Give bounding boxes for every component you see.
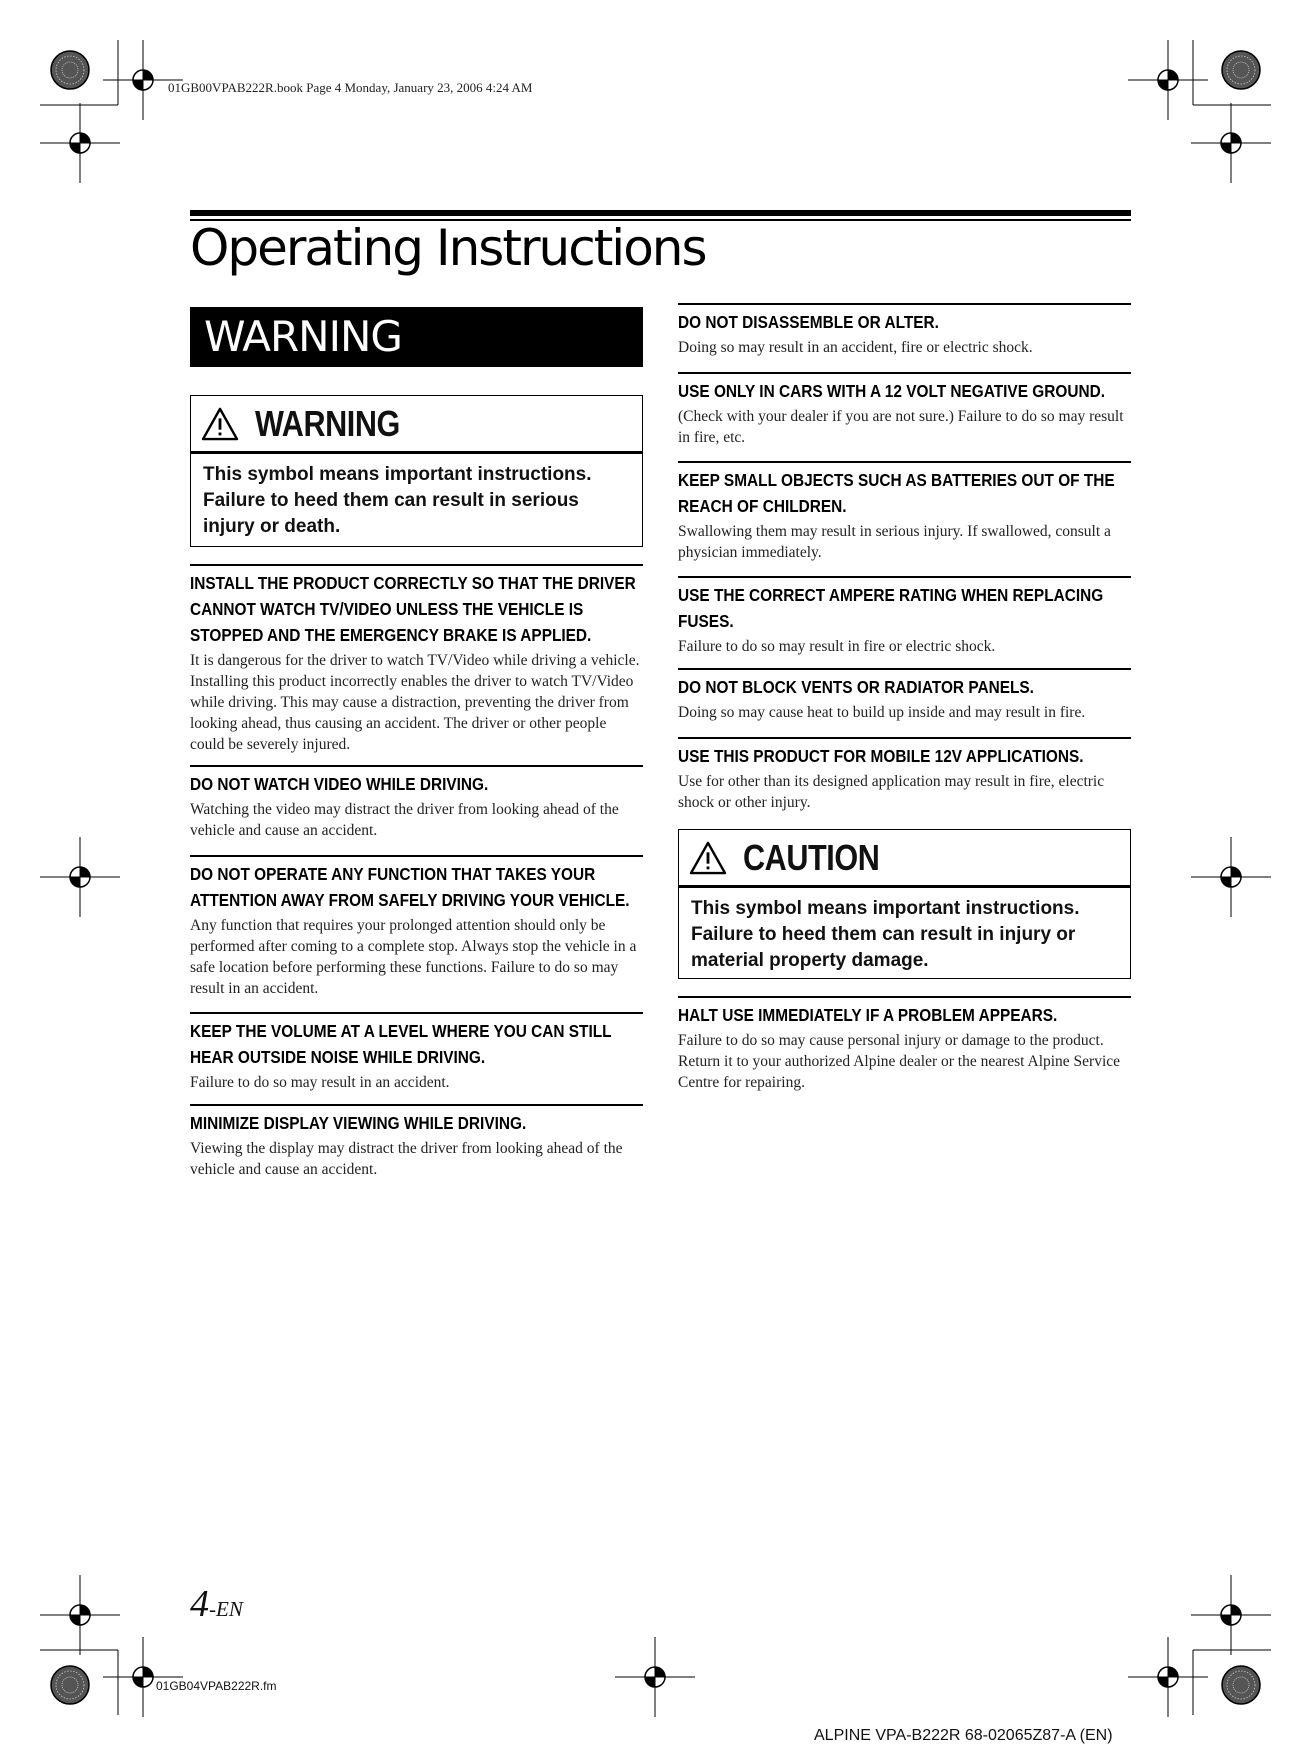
item-heading: KEEP SMALL OBJECTS SUCH AS BATTERIES OUT OF THE REACH OF CHILDREN.: [678, 470, 1115, 516]
warning-item-mobile-12v: [678, 737, 1131, 813]
caution-notice-header: [679, 830, 1130, 888]
warning-item-display: [190, 1104, 643, 1180]
warning-item-12v-ground: [678, 372, 1131, 448]
item-heading: USE ONLY IN CARS WITH A 12 VOLT NEGATIVE GROUND.: [678, 381, 1105, 401]
caution-notice-heading: CAUTION: [743, 836, 880, 878]
caution-notice-text: This symbol means important instructions. Failure to heed them can result in injury or material property damage.: [691, 898, 1080, 971]
warning-item-vents: [678, 668, 1131, 723]
warning-item-small-objects: [678, 461, 1131, 563]
warning-notice-heading: WARNING: [255, 402, 400, 444]
footer-model-code: ALPINE VPA-B222R 68-02065Z87-A (EN): [814, 1727, 1113, 1744]
warning-notice-header: [191, 396, 642, 454]
item-body: Any function that requires your prolonged attention should only be performed after coming to a complete stop. Always stop the vehicle in a safe location before performing these functions. Failure to do so may result in an accident.: [190, 917, 637, 997]
item-body: (Check with your dealer if you are not sure.) Failure to do so may result in fire, etc.: [678, 408, 1124, 446]
print-stamp: 01GB00VPAB222R.book Page 4 Monday, January 23, 2006 4:24 AM: [168, 80, 533, 95]
warning-item-install: [190, 564, 643, 755]
footer-file-name: 01GB04VPAB222R.fm: [156, 1679, 277, 1693]
warning-item-disassemble: [678, 303, 1131, 358]
item-body: Doing so may result in an accident, fire or electric shock.: [678, 339, 1033, 356]
item-body: Use for other than its designed application may result in fire, electric shock or other injury.: [678, 773, 1105, 811]
item-body: Failure to do so may result in fire or electric shock.: [678, 638, 996, 655]
item-heading: USE THIS PRODUCT FOR MOBILE 12V APPLICATIONS.: [678, 746, 1084, 766]
warning-item-fuses: [678, 576, 1131, 657]
warning-item-no-operate: [190, 855, 643, 999]
item-heading: INSTALL THE PRODUCT CORRECTLY SO THAT THE DRIVER CANNOT WATCH TV/VIDEO UNLESS THE VEHICLE IS STOPPED AND THE EMERGENCY BRAKE IS APPLIED.: [190, 573, 636, 645]
item-heading: DO NOT WATCH VIDEO WHILE DRIVING.: [190, 774, 489, 794]
caution-triangle-icon: [689, 841, 727, 875]
page-number-value: 4: [190, 1583, 209, 1625]
item-body: Failure to do so may cause personal injury or damage to the product. Return it to your authorized Alpine dealer or the nearest Alpine Service Centre for repairing.: [678, 1032, 1121, 1091]
item-heading: DO NOT OPERATE ANY FUNCTION THAT TAKES YOUR ATTENTION AWAY FROM SAFELY DRIVING YOUR VEHICLE.: [190, 864, 630, 910]
item-body: Viewing the display may distract the driver from looking ahead of the vehicle and cause an accident.: [190, 1140, 623, 1178]
item-heading: DO NOT BLOCK VENTS OR RADIATOR PANELS.: [678, 677, 1034, 697]
item-heading: USE THE CORRECT AMPERE RATING WHEN REPLACING FUSES.: [678, 585, 1104, 631]
item-body: Swallowing them may result in serious injury. If swallowed, consult a physician immediately.: [678, 523, 1111, 561]
item-body: Watching the video may distract the driver from looking ahead of the vehicle and cause an accident.: [190, 801, 619, 839]
warning-notice-box: [190, 395, 643, 547]
warning-notice-text: This symbol means important instructions. Failure to heed them can result in serious injury or death.: [203, 464, 592, 537]
item-heading: KEEP THE VOLUME AT A LEVEL WHERE YOU CAN STILL HEAR OUTSIDE NOISE WHILE DRIVING.: [190, 1021, 612, 1067]
page-number-suffix: -EN: [209, 1597, 243, 1621]
page-title: Operating Instructions: [190, 219, 706, 277]
warning-item-volume: [190, 1012, 643, 1093]
warning-item-no-video: [190, 765, 643, 841]
item-heading: HALT USE IMMEDIATELY IF A PROBLEM APPEARS.: [678, 1005, 1058, 1025]
item-body: Doing so may cause heat to build up inside and may result in fire.: [678, 704, 1086, 721]
warning-triangle-icon: [201, 407, 239, 441]
item-heading: MINIMIZE DISPLAY VIEWING WHILE DRIVING.: [190, 1113, 527, 1133]
item-body: It is dangerous for the driver to watch TV/Video while driving a vehicle. Installing this product incorrectly enables the driver to watch TV/Video while driving. This may cause a distraction, preventing the driver from looking ahead, thus causing an accident. The driver or other people could be severely injured.: [190, 652, 640, 753]
item-heading: DO NOT DISASSEMBLE OR ALTER.: [678, 312, 939, 332]
item-body: Failure to do so may result in an accident.: [190, 1074, 450, 1091]
caution-notice-box: [678, 829, 1131, 979]
warning-banner: WARNING: [190, 307, 643, 367]
caution-item-halt: [678, 996, 1131, 1093]
page-number: [190, 1582, 243, 1626]
title-rule: [190, 210, 1131, 216]
